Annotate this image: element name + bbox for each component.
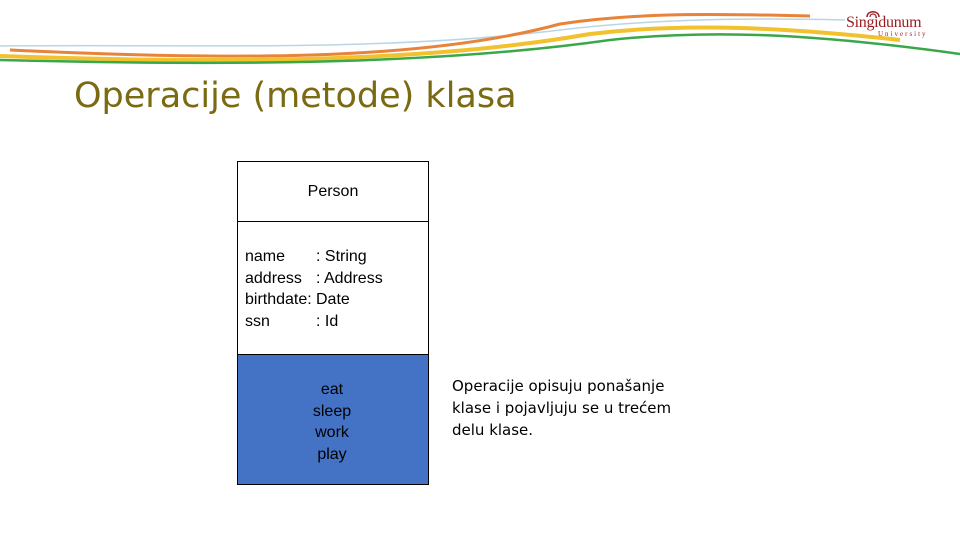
attribute-row bbox=[245, 311, 428, 333]
attribute-type: : Id bbox=[316, 312, 339, 330]
logo-subtext: University bbox=[878, 30, 928, 38]
attribute-name: ssn bbox=[245, 312, 270, 330]
logo-text: Singidunum bbox=[846, 14, 922, 31]
attribute-name: name bbox=[245, 248, 286, 265]
uml-class-box bbox=[237, 161, 429, 485]
uml-attributes-compartment bbox=[238, 222, 428, 355]
operation-item: eat bbox=[320, 381, 344, 398]
attribute-name: birthdate: bbox=[245, 291, 312, 308]
attribute-type: : Address bbox=[316, 269, 383, 287]
uml-class-name: Person bbox=[238, 162, 428, 222]
attribute-type: : String bbox=[316, 248, 367, 265]
attribute-row bbox=[245, 268, 428, 290]
operation-item: work bbox=[315, 424, 349, 441]
attribute-row bbox=[245, 289, 428, 311]
university-logo bbox=[842, 10, 942, 40]
slide-title: Operacije (metode) klasa bbox=[74, 76, 517, 116]
swoosh-blue-line bbox=[0, 19, 845, 46]
operation-item: play bbox=[317, 445, 347, 463]
explanation-note: Operacije opisuju ponašanje klase i pojavljuju se u trećem delu klase. bbox=[452, 377, 672, 439]
operation-item: sleep bbox=[312, 402, 352, 420]
uml-operations-compartment bbox=[238, 355, 428, 484]
attribute-row bbox=[245, 246, 428, 268]
attribute-type: Date bbox=[316, 291, 350, 308]
attribute-name: address bbox=[245, 269, 302, 287]
